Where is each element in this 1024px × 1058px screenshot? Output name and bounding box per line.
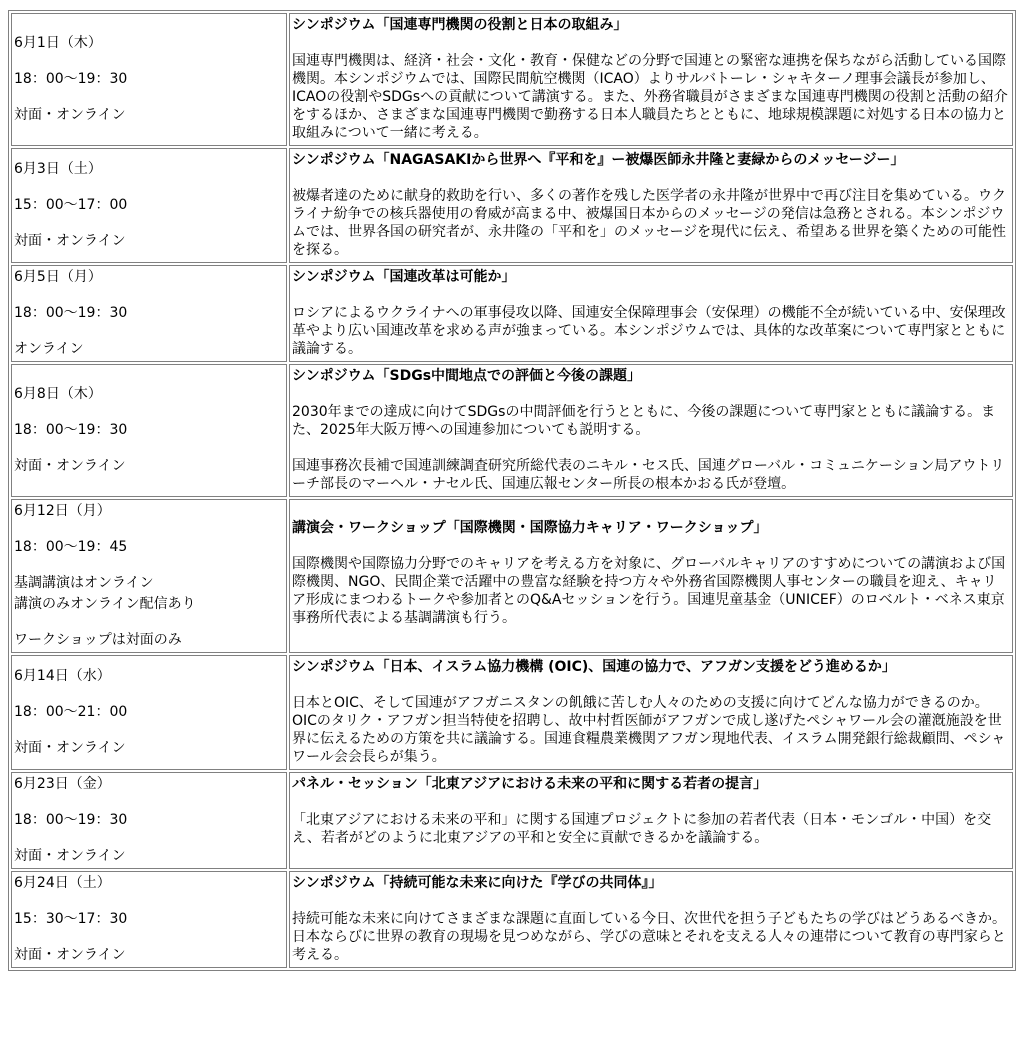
event-title: シンポジウム「国連専門機関の役割と日本の取組み」 <box>292 17 628 33</box>
event-date: 6月1日（木） <box>14 35 102 51</box>
event-date: 6月3日（土） <box>14 161 102 177</box>
table-row <box>11 655 1013 770</box>
event-format: 対面・オンライン <box>14 947 126 963</box>
event-description: 国連専門機関は、経済・社会・文化・教育・保健などの分野で国連との緊密な連携を保ちながら活動している国際機関。本シンポジウムでは、国際民間航空機関（ICAO）よりサルバトーレ・シャキターノ理事会議長が参加し、ICAOの役割やSDGsへの貢献について講演する。また、外務省職員がさまざまな国連専門機関の役割と活動の紹介をするほか、さまざまな国連専門機関で勤務する日本人職員たちとともに、地球規模課題に対処する日本の協力と取組みについて一緒に考える。 <box>292 53 1008 141</box>
event-title: シンポジウム「SDGs中間地点での評価と今後の課題」 <box>292 368 642 384</box>
table-row <box>11 13 1013 146</box>
event-format: 対面・オンライン <box>14 107 126 123</box>
event-meta-cell <box>11 265 287 362</box>
event-date: 6月5日（月） <box>14 269 102 285</box>
event-format: 対面・オンライン <box>14 458 126 474</box>
event-time: 18：00〜21：00 <box>14 704 128 720</box>
event-desc-cell <box>289 13 1013 146</box>
event-time: 18：00〜19：30 <box>14 305 128 321</box>
event-format-streaming: 講演のみオンライン配信あり <box>14 596 196 612</box>
event-desc-cell <box>289 871 1013 968</box>
event-date: 6月12日（月） <box>14 503 111 519</box>
event-desc-cell <box>289 772 1013 869</box>
event-description: 被爆者達のために献身的救助を行い、多くの著作を残した医学者の永井隆が世界中で再び注目を集めている。ウクライナ紛争での核兵器使用の脅威が高まる中、被爆国日本からのメッセージの発信は急務とされる。本シンポジウムでは、世界各国の研究者が、永井隆の「平和を」のメッセージを現代に伝え、希望ある世界を築くための可能性を探る。 <box>292 188 1006 258</box>
table-row <box>11 148 1013 263</box>
table-row <box>11 871 1013 968</box>
table-row <box>11 364 1013 497</box>
table-row <box>11 265 1013 362</box>
event-meta-cell <box>11 148 287 263</box>
event-meta-cell <box>11 772 287 869</box>
event-format: オンライン <box>14 341 84 357</box>
event-meta-cell <box>11 499 287 653</box>
event-desc-cell <box>289 265 1013 362</box>
event-speakers: 国連事務次長補で国連訓練調査研究所総代表のニキル・セス氏、国連グローバル・コミュニケーション局アウトリーチ部長のマーヘル・ナセル氏、国連広報センター所長の根本かおる氏が登壇。 <box>292 458 1005 492</box>
event-date: 6月8日（木） <box>14 386 102 402</box>
event-title: パネル・セッション「北東アジアにおける未来の平和に関する若者の提言」 <box>292 776 768 792</box>
event-time: 18：00〜19：30 <box>14 71 128 87</box>
event-format-keynote: 基調講演はオンライン <box>14 575 154 591</box>
event-time: 15：30〜17：30 <box>14 911 128 927</box>
event-title: シンポジウム「日本、イスラム協力機構 (OIC)、国連の協力で、アフガン支援をどう進めるか」 <box>292 659 896 675</box>
event-description: 国際機関や国際協力分野でのキャリアを考える方を対象に、グローバルキャリアのすすめについての講演および国際機関、NGO、民間企業で活躍中の豊富な経験を持つ方々や外務省国際機関人事センターの職員を迎え、キャリア形成にまつわるトークや参加者とのQ&Aセッションを行う。国連児童基金（UNICEF）のロベルト・ベネス東京事務所代表による基調講演も行う。 <box>292 556 1006 626</box>
event-meta-cell <box>11 13 287 146</box>
event-date: 6月24日（土） <box>14 875 111 891</box>
event-date: 6月23日（金） <box>14 776 111 792</box>
event-meta-cell <box>11 655 287 770</box>
event-title: シンポジウム「持続可能な未来に向けた『学びの共同体』」 <box>292 875 663 891</box>
event-desc-cell <box>289 148 1013 263</box>
event-desc-cell <box>289 655 1013 770</box>
event-description: 2030年までの達成に向けてSDGsの中間評価を行うとともに、今後の課題について専門家とともに議論する。また、2025年大阪万博への国連参加についても説明する。 <box>292 404 996 438</box>
event-title: 講演会・ワークショップ「国際機関・国際協力キャリア・ワークショップ」 <box>292 520 768 536</box>
event-description: ロシアによるウクライナへの軍事侵攻以降、国連安全保障理事会（安保理）の機能不全が続いている中、安保理改革やより広い国連改革を求める声が強まっている。本シンポジウムでは、具体的な改革案について専門家とともに議論する。 <box>292 305 1006 357</box>
event-title: シンポジウム「国連改革は可能か」 <box>292 269 516 285</box>
event-format: 対面・オンライン <box>14 233 126 249</box>
event-desc-cell <box>289 499 1013 653</box>
event-time: 15：00〜17：00 <box>14 197 128 213</box>
event-meta-cell <box>11 871 287 968</box>
event-desc-cell <box>289 364 1013 497</box>
event-description: 「北東アジアにおける未来の平和」に関する国連プロジェクトに参加の若者代表（日本・モンゴル・中国）を交え、若者がどのように北東アジアの平和と安全に貢献できるかを議論する。 <box>292 812 992 846</box>
events-table <box>8 10 1016 971</box>
table-row <box>11 772 1013 869</box>
event-meta-cell <box>11 364 287 497</box>
event-format: 対面・オンライン <box>14 740 126 756</box>
event-time: 18：00〜19：45 <box>14 539 128 555</box>
event-time: 18：00〜19：30 <box>14 422 128 438</box>
event-description: 持続可能な未来に向けてさまざまな課題に直面している今日、次世代を担う子どもたちの学びはどうあるべきか。日本ならびに世界の教育の現場を見つめながら、学びの意味とそれを支える人々の連帯について教育の専門家らと考える。 <box>292 911 1006 963</box>
event-format-workshop: ワークショップは対面のみ <box>14 632 182 648</box>
table-row <box>11 499 1013 653</box>
event-title: シンポジウム「NAGASAKIから世界へ『平和を』ー被爆医師永井隆と妻緑からのメッセージー」 <box>292 152 905 168</box>
event-format: 対面・オンライン <box>14 848 126 864</box>
event-description: 日本とOIC、そして国連がアフガニスタンの飢餓に苦しむ人々のための支援に向けてどんな協力ができるのか。OICのタリク・アフガン担当特使を招聘し、故中村哲医師がアフガンで成し遂げたペシャワール会の灌漑施設を世界に伝えるための方策を共に議論する。国連食糧農業機関アフガン現地代表、イスラム開発銀行総裁顧問、ペシャワール会会長らが集う。 <box>292 695 1006 765</box>
event-time: 18：00〜19：30 <box>14 812 128 828</box>
event-date: 6月14日（水） <box>14 668 111 684</box>
